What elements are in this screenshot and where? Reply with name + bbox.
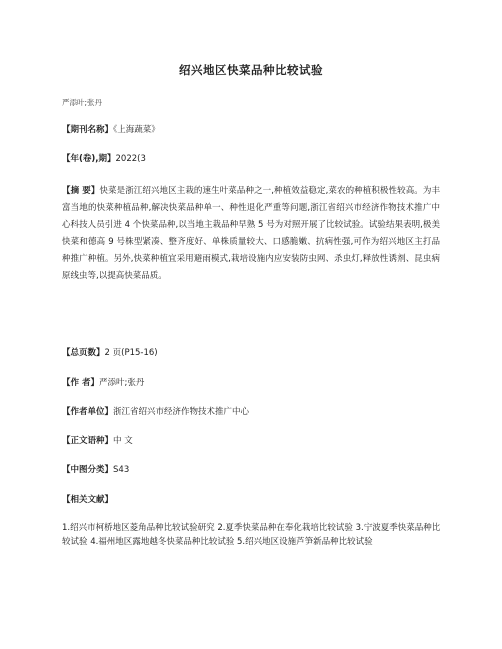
year-issue-label: 【年(卷),期】: [62, 154, 116, 164]
journal-value: 《上海蔬菜》: [113, 125, 160, 135]
author-line: 严添叶;张丹: [62, 98, 103, 107]
pages-field: [62, 347, 442, 359]
pages-value: 2 页(P15-16): [104, 348, 158, 358]
author-label: 【作 者】: [62, 378, 99, 388]
clc-field: [62, 464, 442, 476]
related-list: 1.绍兴市柯桥地区菱角品种比较试验研究 2.夏季快菜品种在奉化栽培比较试验 3.宁波夏季快菜品种比较试验 4.福州地区露地越冬快菜品种比较试验 5.绍兴地区设施芦笋新品种比较试验: [62, 523, 441, 547]
clc-value: S43: [113, 465, 130, 475]
abstract-field: [62, 183, 440, 285]
affiliation-label: 【作者单位】: [62, 407, 114, 417]
author-value: 严添叶;张丹: [98, 378, 145, 388]
language-field: [62, 435, 442, 447]
year-issue-value: 2022(3: [115, 154, 146, 164]
language-label: 【正文语种】: [62, 436, 114, 446]
related-field: [62, 494, 442, 506]
abstract-text: 快菜是浙江绍兴地区主栽的速生叶菜品种之一,种植效益稳定,菜农的种植积极性较高。为丰富当地的快菜种植品种,解决快菜品种单一、种性退化严重等问题,浙江省绍兴市经济作物技术推广中心科技人员引进 4 个快菜品种,以当地主栽品种早熟 5 号为对照开展了比较试验。试验结果表明,极美快菜和德高 9 号株型紧凑、整齐度好、单株质量较大、口感脆嫩、抗病性强,可作为绍兴地区主打品种推广种植。另外,快菜种植宜采用避雨模式,栽培设施内应安装防虫网、杀虫灯,释放性诱剂、昆虫病原线虫等,以提高快菜品质。: [62, 186, 440, 281]
affiliation-value: 浙江省绍兴市经济作物技术推广中心: [113, 407, 250, 417]
author-field: [62, 377, 442, 389]
related-label: 【相关文献】: [62, 495, 114, 505]
affiliation-field: [62, 406, 442, 418]
year-issue-field: [62, 153, 442, 165]
abstract-label: 【摘 要】: [62, 186, 100, 196]
pages-label: 【总页数】: [62, 348, 105, 358]
journal-field: [62, 124, 442, 136]
journal-label: 【期刊名称】: [62, 125, 114, 135]
clc-label: 【中图分类】: [62, 465, 114, 475]
language-value: 中 文: [113, 436, 133, 446]
page-title: 绍兴地区快菜品种比较试验: [179, 63, 323, 77]
